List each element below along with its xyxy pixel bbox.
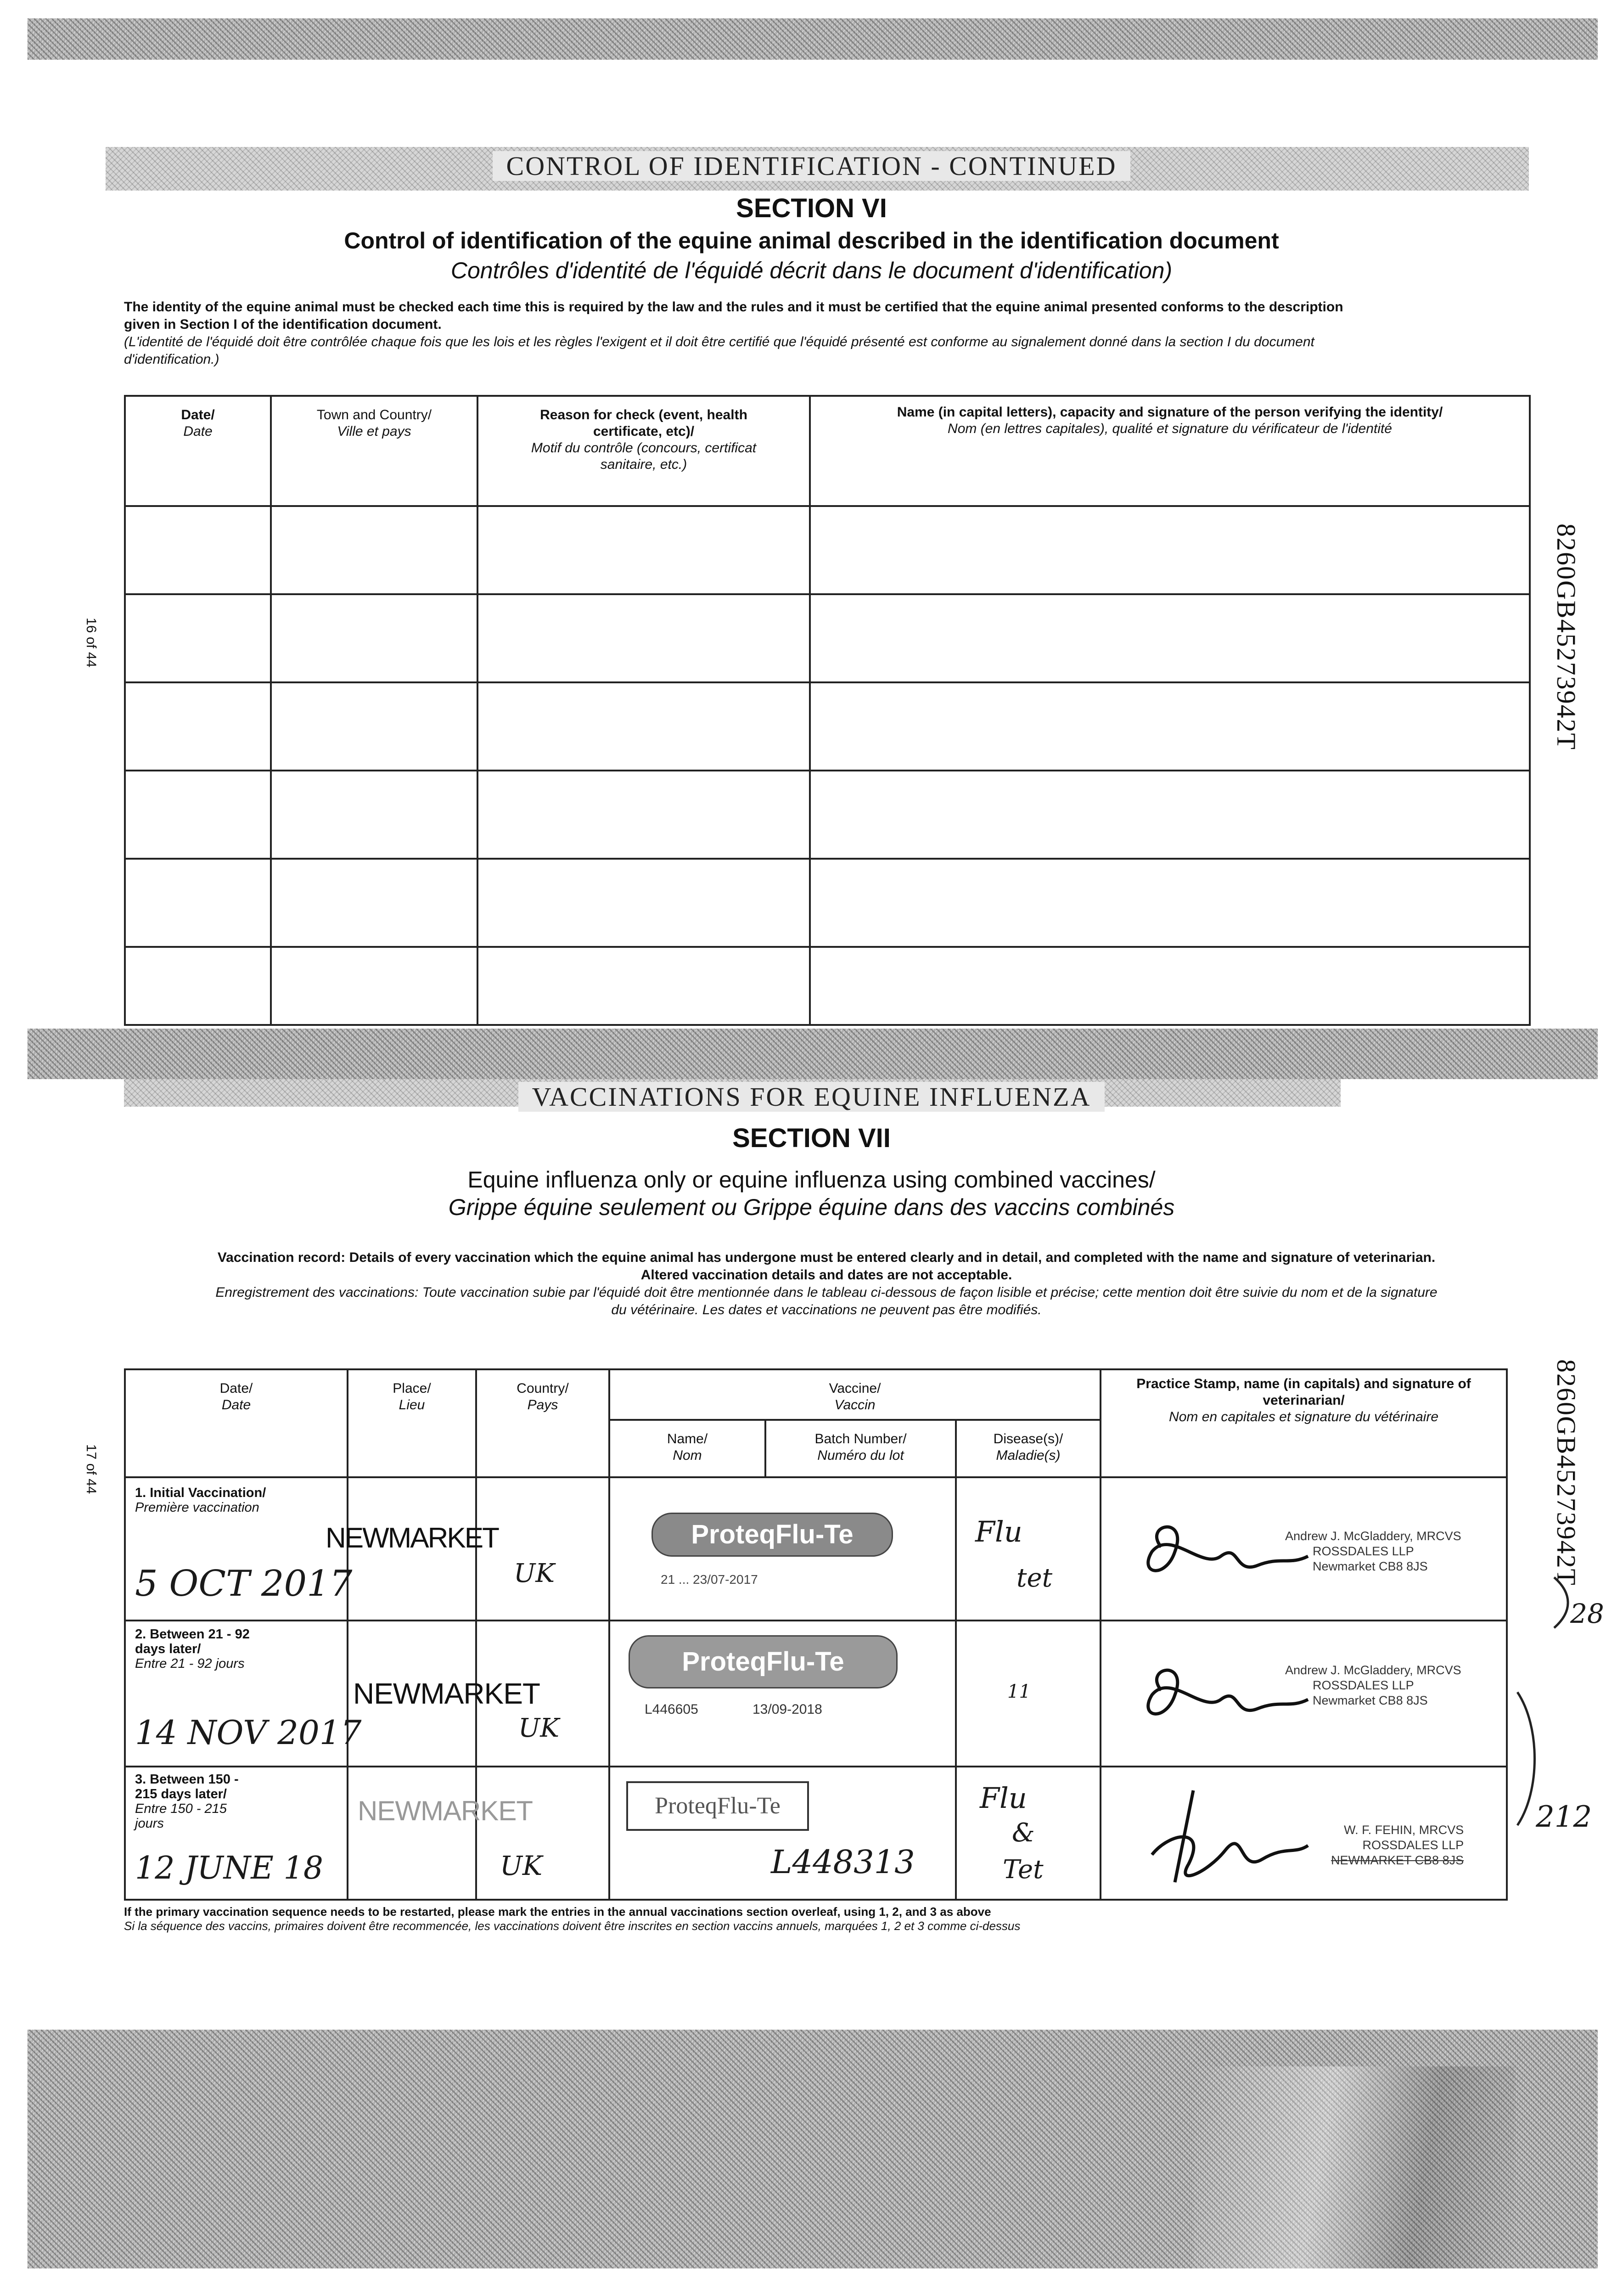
vacc-1-vet-name: Andrew J. McGladdery, MRCVS: [1285, 1529, 1461, 1543]
col-date-fr: Date: [183, 424, 213, 439]
cell-town[interactable]: [271, 682, 477, 771]
col-vacc-date: [125, 1369, 348, 1477]
vacc-3-vet-name: W. F. FEHIN, MRCVS: [1344, 1823, 1464, 1837]
cell-reason[interactable]: [477, 859, 810, 947]
cell-date[interactable]: [125, 594, 271, 682]
section-vii-title-en: Equine influenza only or equine influenza using combined vaccines/: [467, 1167, 1156, 1193]
col-vacc-vaccine-fr: Vaccin: [834, 1397, 876, 1412]
col-vacc-batch: [765, 1420, 956, 1477]
section-vii-title-fr: Grippe équine seulement ou Grippe équine dans des vaccins combinés: [448, 1194, 1175, 1220]
vacc-2-stamp: [1285, 1663, 1461, 1708]
side-code-top: 8260GB45273942T: [1551, 523, 1581, 750]
page-number-17: 17 of 44: [84, 1444, 99, 1494]
col-town-fr: Ville et pays: [337, 424, 411, 439]
col-vacc-stamp: [1101, 1369, 1507, 1477]
cell-reason[interactable]: [477, 771, 810, 859]
vacc-2-country: UK: [518, 1713, 560, 1743]
identity-check-row: [125, 594, 1530, 682]
vacc-2-place: NEWMARKET: [353, 1677, 540, 1710]
vacc-3-date-cell[interactable]: [125, 1767, 348, 1900]
col-vacc-country-en: Country/: [517, 1381, 569, 1396]
margin-bracket-row-1: [1552, 1575, 1575, 1630]
identity-check-row: [125, 506, 1530, 594]
col-verifier: [810, 396, 1530, 506]
col-verifier-fr: Nom (en lettres capitales), qualité et signature du vérificateur de l'identité: [948, 421, 1392, 436]
col-verifier-en: Name (in capital letters), capacity and signature of the person verifying the identity/: [897, 405, 1443, 420]
vacc-1-stamp: [1285, 1529, 1461, 1574]
identity-check-row: [125, 682, 1530, 771]
cell-date[interactable]: [125, 771, 271, 859]
vacc-2-vaccine-name: ProteqFlu-Te: [682, 1647, 844, 1677]
vacc-1-vet-practice: ROSSDALES LLP: [1313, 1544, 1414, 1558]
vacc-2-proteq-sticker: [629, 1635, 898, 1688]
col-vacc-disease-en: Disease(s)/: [993, 1431, 1063, 1446]
vacc-3-label-fr: Entre 150 - 215 jours: [135, 1801, 227, 1831]
vacc-2-batch: L446605: [645, 1702, 698, 1717]
vacc-2-disease-1: 11: [1007, 1681, 1031, 1702]
col-vacc-place-en: Place/: [393, 1381, 431, 1396]
identity-check-table: [124, 395, 1531, 1026]
col-vacc-date-en: Date/: [219, 1381, 253, 1396]
vaccination-footer: [124, 1905, 1529, 1933]
vacc-1-disease-1: Flu: [975, 1515, 1022, 1548]
vacc-2-vaccine-cell[interactable]: [609, 1621, 956, 1767]
vacc-2-disease-cell[interactable]: [956, 1621, 1101, 1767]
col-vacc-place-fr: Lieu: [399, 1397, 425, 1412]
vacc-3-disease-1: Flu: [980, 1781, 1027, 1815]
cell-verifier[interactable]: [810, 859, 1530, 947]
cell-date[interactable]: [125, 682, 271, 771]
cell-town[interactable]: [271, 771, 477, 859]
col-vacc-country-fr: Pays: [527, 1397, 558, 1412]
col-vacc-vaccine-en: Vaccine/: [829, 1381, 881, 1396]
vacc-1-label-en: 1. Initial Vaccination/: [135, 1486, 266, 1500]
identity-check-row: [125, 859, 1530, 947]
vacc-1-date: 5 OCT 2017: [135, 1563, 353, 1604]
section-vii-record-fr-2: du vétérinaire. Les dates et vaccinations ne peuvent pas être modifiés.: [611, 1302, 1042, 1317]
vacc-3-disease-2: &: [1012, 1818, 1035, 1848]
col-date-en: Date/: [181, 407, 215, 422]
section-vii-banner-text: VACCINATIONS FOR EQUINE INFLUENZA: [518, 1082, 1105, 1112]
section-vi-heading: SECTION VI: [736, 193, 887, 223]
section-vi-banner: [0, 151, 1623, 181]
section-vii-record-fr-1: Enregistrement des vaccinations: Toute vaccination subie par l'équidé doit être mentionnée dans le tableau ci-dessous de façon lisible et précise; cette mention doit être suivie du nom et de la signature: [215, 1285, 1438, 1300]
col-vacc-batch-en: Batch Number/: [814, 1431, 907, 1446]
vaccination-row-2: [125, 1621, 1507, 1767]
vaccination-row-1: [125, 1477, 1507, 1621]
vacc-1-label-fr: Première vaccination: [135, 1500, 259, 1515]
identity-check-header-row: [125, 396, 1530, 506]
vacc-3-date: 12 JUNE 18: [135, 1850, 323, 1886]
col-vacc-name-fr: Nom: [673, 1448, 702, 1463]
vacc-1-place-cell[interactable]: [326, 1477, 498, 1621]
cell-town[interactable]: [271, 594, 477, 682]
vaccination-table: [124, 1368, 1508, 1901]
scan-noise-middle: [28, 1029, 1598, 1079]
vacc-1-disease-cell[interactable]: [956, 1477, 1101, 1621]
cell-verifier[interactable]: [810, 947, 1530, 1025]
cell-town[interactable]: [271, 506, 477, 594]
cell-verifier[interactable]: [810, 682, 1530, 771]
vacc-3-disease-cell[interactable]: [956, 1767, 1101, 1900]
vacc-1-country-cell[interactable]: [476, 1477, 609, 1621]
section-vii-record-text: [124, 1249, 1529, 1319]
vacc-1-stamp-cell[interactable]: [1101, 1477, 1507, 1621]
vacc-2-expiry: 13/09-2018: [753, 1702, 822, 1717]
col-vacc-name: [609, 1420, 765, 1477]
identity-check-row: [125, 947, 1530, 1025]
vacc-2-label-fr: Entre 21 - 92 jours: [135, 1656, 245, 1671]
margin-note-row-3: 212: [1536, 1800, 1592, 1834]
section-vii-banner: [0, 1081, 1623, 1112]
vaccination-footer-en: If the primary vaccination sequence needs to be restarted, please mark the entries in the annual vaccinations section overleaf, using 1, 2, and 3 as above: [124, 1905, 991, 1919]
cell-verifier[interactable]: [810, 506, 1530, 594]
vacc-2-vet-practice: ROSSDALES LLP: [1313, 1678, 1414, 1692]
vacc-2-date: 14 NOV 2017: [135, 1713, 362, 1752]
vacc-3-vaccine-name: ProteqFlu-Te: [655, 1793, 781, 1819]
col-vacc-date-fr: Date: [221, 1397, 251, 1412]
vacc-3-vet-practice: ROSSDALES LLP: [1362, 1838, 1464, 1852]
section-vi-banner-text: CONTROL OF IDENTIFICATION - CONTINUED: [493, 151, 1131, 181]
vacc-3-country-cell[interactable]: [476, 1767, 609, 1900]
section-vi-instruction-en-2: given in Section I of the identification document.: [124, 317, 442, 332]
vaccination-footer-fr: Si la séquence des vaccins, primaires doivent être recommencée, les vaccinations doivent être inscrites en section vaccins annuels, marquées 1, 2 et 3 comme ci-dessus: [124, 1919, 1021, 1933]
cell-verifier[interactable]: [810, 594, 1530, 682]
col-vacc-place: [348, 1369, 476, 1477]
side-code-bottom: 8260GB45273942T: [1551, 1359, 1581, 1586]
col-vacc-stamp-fr: Nom en capitales et signature du vétérinaire: [1169, 1409, 1439, 1424]
vacc-3-signature: [1124, 1777, 1317, 1891]
vacc-2-vet-address: Newmarket CB8 8JS: [1313, 1694, 1428, 1707]
cell-date[interactable]: [125, 859, 271, 947]
margin-note-row-1: 28: [1570, 1598, 1604, 1629]
vacc-1-vaccine-line: 21 ... 23/07-2017: [661, 1572, 758, 1587]
cell-reason[interactable]: [477, 947, 810, 1025]
col-reason-fr: Motif du contrôle (concours, certificat sanitaire, etc.): [531, 440, 757, 472]
section-vi-title-fr: Contrôles d'identité de l'équidé décrit dans le document d'identification): [450, 258, 1173, 283]
col-vacc-vaccine: [609, 1369, 1101, 1420]
section-vi-title-en: Control of identification of the equine animal described in the identification document: [344, 228, 1279, 253]
col-vacc-batch-fr: Numéro du lot: [817, 1448, 904, 1463]
cell-town[interactable]: [271, 947, 477, 1025]
col-vacc-disease-fr: Maladie(s): [996, 1448, 1061, 1463]
col-vacc-country: [476, 1369, 609, 1477]
vacc-3-batch: L448313: [771, 1843, 915, 1881]
vacc-1-disease-2: tet: [1016, 1563, 1053, 1593]
scan-noise-top: [28, 18, 1598, 60]
vacc-2-label-en: 2. Between 21 - 92 days later/: [135, 1627, 250, 1656]
cell-reason[interactable]: [477, 682, 810, 771]
vacc-3-vet-address: NEWMARKET CB8 8JS: [1331, 1853, 1464, 1867]
identity-check-row: [125, 771, 1530, 859]
vacc-3-vaccine-cell[interactable]: [609, 1767, 956, 1900]
section-vi-instruction-fr-2: d'identification.): [124, 352, 219, 367]
cell-verifier[interactable]: [810, 771, 1530, 859]
vacc-1-vet-address: Newmarket CB8 8JS: [1313, 1559, 1428, 1573]
vacc-1-vaccine-cell[interactable]: [609, 1477, 956, 1621]
col-vacc-disease: [956, 1420, 1101, 1477]
vacc-1-date-cell[interactable]: [125, 1477, 353, 1621]
vacc-3-stamp-cell[interactable]: [1101, 1767, 1507, 1900]
section-vii-record-en-1: Vaccination record: Details of every vaccination which the equine animal has undergone must be entered clearly and in detail, and completed with the name and signature of veterinarian.: [217, 1250, 1436, 1265]
scan-noise-bottom-fold: [1194, 2066, 1515, 2268]
col-vacc-stamp-en: Practice Stamp, name (in capitals) and signature of veterinarian/: [1136, 1376, 1471, 1408]
vacc-2-stamp-cell[interactable]: [1101, 1621, 1507, 1767]
margin-bracket-row-2: [1515, 1690, 1543, 1828]
vacc-1-proteq-sticker: [651, 1513, 893, 1557]
vacc-1-country: UK: [514, 1559, 555, 1588]
vacc-3-place: NEWMARKET: [358, 1795, 533, 1826]
section-vii-record-en-2: Altered vaccination details and dates are not acceptable.: [640, 1267, 1012, 1283]
cell-reason[interactable]: [477, 594, 810, 682]
section-vi-instructions: [124, 298, 1515, 368]
col-reason: [477, 396, 810, 506]
cell-date[interactable]: [125, 506, 271, 594]
vacc-2-date-cell[interactable]: [125, 1621, 362, 1767]
cell-town[interactable]: [271, 859, 477, 947]
vacc-3-proteq-box: [626, 1781, 809, 1831]
vacc-3-label-en: 3. Between 150 - 215 days later/: [135, 1772, 239, 1801]
vacc-2-vet-name: Andrew J. McGladdery, MRCVS: [1285, 1663, 1461, 1677]
section-vi-instruction-fr-1: (L'identité de l'équidé doit être contrôlée chaque fois que les lois et les règles l'exigent et il doit être certifié que l'équidé présenté est conforme au signalement donné dans la section I du document: [124, 334, 1314, 349]
vaccination-row-3: [125, 1767, 1507, 1900]
page-number-16: 16 of 44: [84, 618, 99, 668]
section-vii-heading: SECTION VII: [732, 1123, 891, 1153]
col-town-en: Town and Country/: [316, 407, 432, 422]
vacc-1-vaccine-name: ProteqFlu-Te: [691, 1519, 854, 1549]
vacc-2-country-cell[interactable]: [476, 1621, 609, 1767]
col-vacc-name-en: Name/: [667, 1431, 708, 1446]
col-date: [125, 396, 271, 506]
vaccination-header-row-1: [125, 1369, 1507, 1420]
cell-date[interactable]: [125, 947, 271, 1025]
col-town-country: [271, 396, 477, 506]
vacc-3-country: UK: [500, 1850, 543, 1881]
vacc-3-disease-3: Tet: [1003, 1855, 1044, 1885]
col-reason-en: Reason for check (event, health certificate, etc)/: [540, 407, 747, 439]
vacc-1-place: NEWMARKET: [326, 1522, 498, 1554]
cell-reason[interactable]: [477, 506, 810, 594]
section-vi-instruction-en-1: The identity of the equine animal must be checked each time this is required by the law and the rules and it must be certified that the equine animal presented conforms to the description: [124, 299, 1343, 315]
vacc-3-stamp: [1331, 1823, 1464, 1868]
